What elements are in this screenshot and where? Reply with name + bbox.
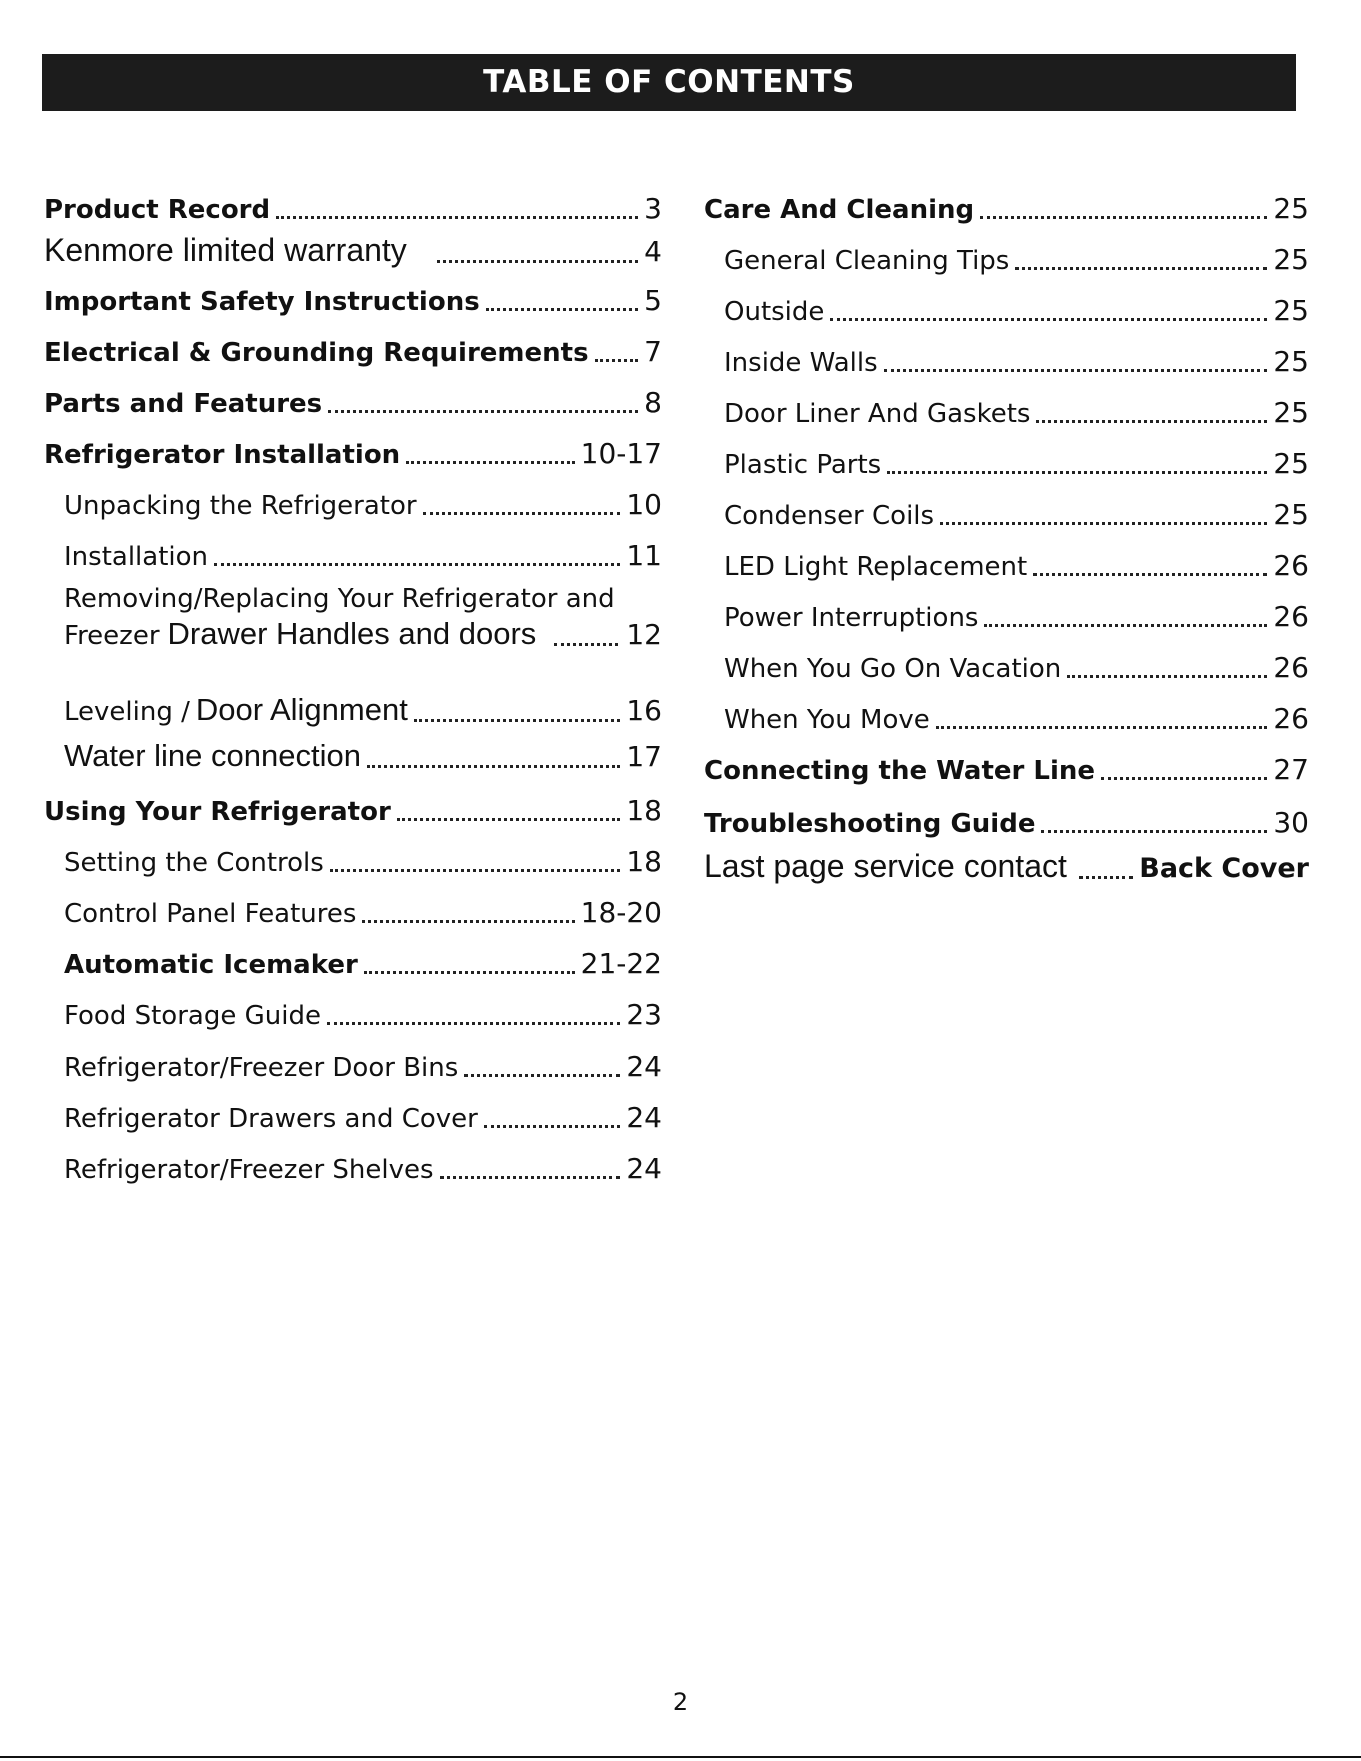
toc-entry-door-bins[interactable] <box>64 1050 662 1083</box>
toc-entry-drawers[interactable] <box>64 1101 662 1134</box>
leader-dots <box>1101 777 1267 780</box>
toc-entry-label: Plastic Parts <box>724 450 882 480</box>
toc-entry-plastic-parts[interactable] <box>724 447 1309 480</box>
leader-dots <box>440 1176 621 1179</box>
toc-entry-label: When You Move <box>724 705 930 735</box>
toc-entry-removing-handles[interactable] <box>64 584 662 652</box>
leader-dots <box>328 410 638 413</box>
toc-entry-label: Refrigerator/Freezer Door Bins <box>64 1053 459 1083</box>
toc-entry-page: 7 <box>644 335 662 368</box>
toc-entry-page: 24 <box>626 1050 662 1083</box>
toc-entry-label: Inside Walls <box>724 348 878 378</box>
toc-entry-troubleshooting[interactable] <box>704 806 1309 839</box>
leader-dots <box>980 216 1267 219</box>
leader-dots <box>437 260 638 263</box>
toc-entry-outside[interactable] <box>724 294 1309 327</box>
leader-dots <box>486 308 638 311</box>
toc-entry-page: 26 <box>1273 651 1309 684</box>
leader-dots <box>367 765 620 768</box>
toc-entry-label: Leveling / <box>64 697 190 727</box>
toc-entry-general-cleaning[interactable] <box>724 243 1309 276</box>
toc-entry-page: 3 <box>644 192 662 225</box>
leader-dots <box>554 643 618 646</box>
toc-entry-page: 25 <box>1273 294 1309 327</box>
toc-entry-label: Care And Cleaning <box>704 195 975 225</box>
toc-entry-label: Control Panel Features <box>64 899 357 929</box>
toc-entry-page: 21-22 <box>580 947 662 980</box>
toc-entry-inside-walls[interactable] <box>724 345 1309 378</box>
toc-entry-label: Condenser Coils <box>724 501 935 531</box>
toc-entry-door-liner[interactable] <box>724 396 1309 429</box>
toc-entry-label: Door Liner And Gaskets <box>724 399 1031 429</box>
toc-entry-condenser[interactable] <box>724 498 1309 531</box>
toc-entry-warranty[interactable] <box>44 232 662 269</box>
toc-entry-label: Power Interruptions <box>724 603 979 633</box>
toc-entry-move[interactable] <box>724 702 1309 735</box>
toc-entry-label: Important Safety Instructions <box>44 287 480 317</box>
toc-entry-label: Automatic Icemaker <box>64 950 358 980</box>
toc-entry-page: 10-17 <box>580 437 662 470</box>
toc-entry-label-line2a: Freezer <box>64 621 160 651</box>
toc-title-banner: TABLE OF CONTENTS <box>42 54 1296 111</box>
toc-entry-page: 25 <box>1273 498 1309 531</box>
leader-dots <box>423 512 621 515</box>
toc-entry-page: 25 <box>1273 243 1309 276</box>
toc-entry-page: 25 <box>1273 447 1309 480</box>
toc-entry-label: Unpacking the Refrigerator <box>64 491 417 521</box>
toc-entry-water-line-connection[interactable] <box>64 738 662 774</box>
toc-entry-page: 18 <box>626 794 662 827</box>
toc-entry-parts[interactable] <box>44 386 662 419</box>
toc-entry-label: Installation <box>64 542 209 572</box>
toc-entry-label: Refrigerator Installation <box>44 440 401 470</box>
toc-entry-led[interactable] <box>724 549 1309 582</box>
toc-entry-installation-sub[interactable] <box>64 539 662 572</box>
toc-entry-care[interactable] <box>704 192 1309 225</box>
toc-entry-page: 26 <box>1273 600 1309 633</box>
leader-dots <box>1015 267 1267 270</box>
toc-entry-unpacking[interactable] <box>64 488 662 521</box>
toc-entry-label: Food Storage Guide <box>64 1001 321 1031</box>
toc-entry-page: 10 <box>626 488 662 521</box>
toc-entry-page: 23 <box>626 998 662 1031</box>
toc-entry-label: Parts and Features <box>44 389 323 419</box>
leader-dots <box>397 818 621 821</box>
toc-entry-label: Using Your Refrigerator <box>44 797 391 827</box>
toc-entry-product-record[interactable] <box>44 192 662 225</box>
leader-dots <box>276 216 638 219</box>
toc-entry-page: 18 <box>626 845 662 878</box>
toc-entry-installation[interactable] <box>44 437 662 470</box>
toc-entry-page: 26 <box>1273 549 1309 582</box>
toc-entry-label: Last page service contact <box>704 848 1067 884</box>
leader-dots <box>214 563 620 566</box>
leader-dots <box>406 461 574 464</box>
toc-entry-page: 30 <box>1273 806 1309 839</box>
toc-entry-label-b: Door Alignment <box>195 692 408 727</box>
toc-entry-label: Kenmore limited warranty <box>44 232 407 268</box>
toc-entry-electrical[interactable] <box>44 335 662 368</box>
toc-entry-control-panel[interactable] <box>64 896 662 929</box>
toc-entry-page: 16 <box>626 694 662 727</box>
toc-entry-water-line[interactable] <box>704 753 1309 786</box>
leader-dots <box>414 719 621 722</box>
leader-dots <box>984 624 1267 627</box>
toc-entry-label: Refrigerator/Freezer Shelves <box>64 1155 434 1185</box>
toc-entry-leveling[interactable] <box>64 692 662 728</box>
leader-dots <box>887 471 1267 474</box>
page-number: 2 <box>672 1688 689 1716</box>
toc-entry-page: 8 <box>644 386 662 419</box>
toc-entry-label: When You Go On Vacation <box>724 654 1062 684</box>
toc-entry-page: 4 <box>644 235 662 268</box>
leader-dots <box>464 1074 620 1077</box>
toc-entry-label: Outside <box>724 297 825 327</box>
toc-entry-page: Back Cover <box>1139 853 1309 884</box>
toc-entry-page: 25 <box>1273 345 1309 378</box>
toc-entry-page: 17 <box>626 740 662 773</box>
toc-entry-label: Refrigerator Drawers and Cover <box>64 1104 478 1134</box>
toc-entry-page: 27 <box>1273 753 1309 786</box>
bottom-divider <box>0 1756 1361 1758</box>
toc-entry-page: 5 <box>644 284 662 317</box>
toc-entry-label-line1: Removing/Replacing Your Refrigerator and <box>64 584 615 614</box>
leader-dots <box>1079 876 1133 879</box>
toc-entry-label: Electrical & Grounding Requirements <box>44 338 589 368</box>
leader-dots <box>830 318 1267 321</box>
toc-entry-label: Water line connection <box>64 738 361 773</box>
leader-dots <box>595 359 639 362</box>
toc-entry-page: 11 <box>626 539 662 572</box>
toc-entry-safety[interactable] <box>44 284 662 317</box>
toc-entry-label: Setting the Controls <box>64 848 324 878</box>
toc-entry-page: 24 <box>626 1152 662 1185</box>
leader-dots <box>362 920 574 923</box>
toc-entry-page: 12 <box>626 618 662 651</box>
toc-entry-label: Troubleshooting Guide <box>704 809 1036 839</box>
toc-entry-page: 18-20 <box>580 896 662 929</box>
leader-dots <box>330 869 621 872</box>
leader-dots <box>1041 830 1267 833</box>
leader-dots <box>1036 420 1267 423</box>
toc-entry-last-page[interactable] <box>704 848 1309 885</box>
toc-entry-setting-controls[interactable] <box>64 845 662 878</box>
toc-entry-shelves[interactable] <box>64 1152 662 1185</box>
toc-entry-page: 25 <box>1273 396 1309 429</box>
toc-entry-page: 26 <box>1273 702 1309 735</box>
toc-entry-icemaker[interactable] <box>64 947 662 980</box>
toc-entry-page: 25 <box>1273 192 1309 225</box>
toc-entry-power[interactable] <box>724 600 1309 633</box>
leader-dots <box>936 726 1268 729</box>
toc-entry-label: Product Record <box>44 195 271 225</box>
leader-dots <box>940 522 1267 525</box>
leader-dots <box>327 1022 620 1025</box>
toc-entry-food-storage[interactable] <box>64 998 662 1031</box>
leader-dots <box>484 1125 621 1128</box>
leader-dots <box>1033 573 1267 576</box>
leader-dots <box>884 369 1268 372</box>
leader-dots <box>364 971 575 974</box>
toc-entry-label: General Cleaning Tips <box>724 246 1010 276</box>
toc-entry-label: Connecting the Water Line <box>704 756 1096 786</box>
leader-dots <box>1067 675 1267 678</box>
toc-entry-label-line2b: Drawer Handles and doors <box>167 616 537 651</box>
toc-entry-label: LED Light Replacement <box>724 552 1028 582</box>
toc-entry-page: 24 <box>626 1101 662 1134</box>
toc-entry-vacation[interactable] <box>724 651 1309 684</box>
toc-entry-using[interactable] <box>44 794 662 827</box>
